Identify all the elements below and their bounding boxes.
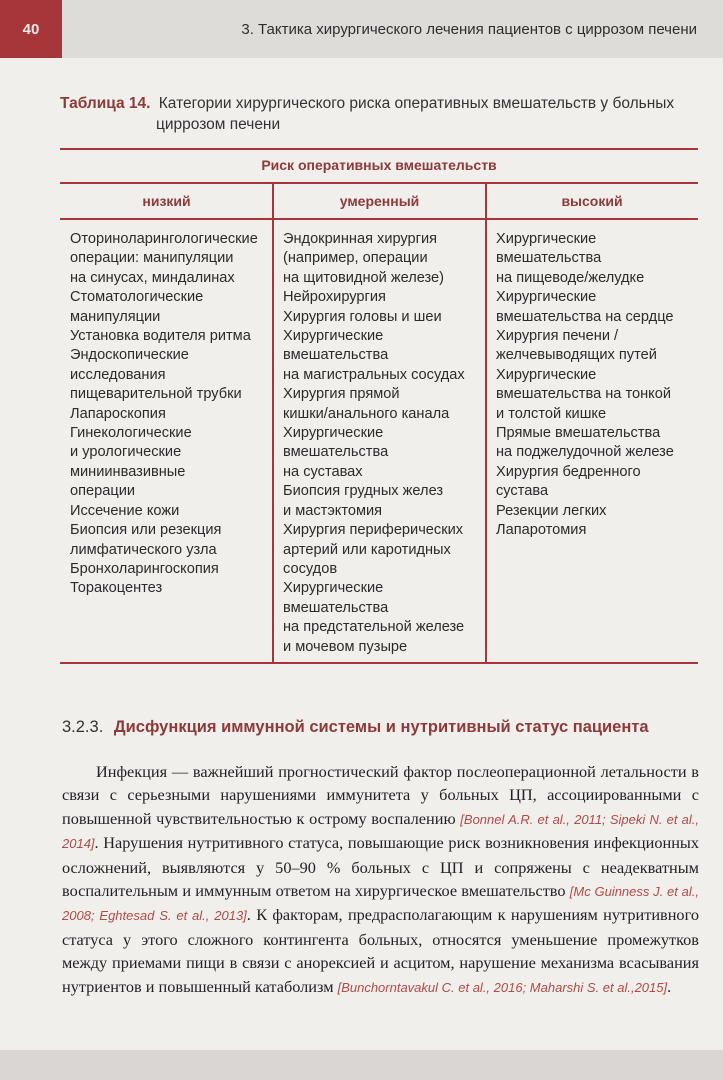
table-caption-line1: Категории хирургического риска оперативных вмешательств у больных xyxy=(158,95,675,112)
table-cell-line: Эндоскопические xyxy=(70,347,189,364)
running-head: 3. Тактика хирургического лечения пациентов с циррозом печени xyxy=(241,21,697,38)
section-heading xyxy=(62,718,649,737)
table-cell-line: пищеварительной трубки xyxy=(70,386,242,403)
table-caption xyxy=(60,93,700,135)
table-cell-line: Эндокринная хирургия xyxy=(283,231,438,247)
section-title: Дисфункция иммунной системы и нутритивный статус пациента xyxy=(113,718,649,736)
table-cell-line: кишки/анального канала xyxy=(283,405,450,422)
column-header-high: высокий xyxy=(561,193,623,209)
table-cell-line: вмешательства на сердце xyxy=(496,308,674,325)
table-cell-line: Хирургия прямой xyxy=(283,386,400,403)
table-cell-line: артерий или каротидных xyxy=(283,541,451,558)
table-cell-line: Хирургические xyxy=(283,425,384,442)
column-header-moderate: умеренный xyxy=(339,193,420,209)
table-cell-line: Хирургия печени / xyxy=(496,328,619,345)
table-cell-line: Нейрохирургия xyxy=(283,289,386,306)
table-cell-line: и мочевом пузыре xyxy=(283,638,408,655)
table-cell-line: на предстательной железе xyxy=(283,619,465,636)
table-cell-line: лимфатического узла xyxy=(70,541,217,558)
paragraph-text: Инфекция — важнейший прогностический фактор послеоперационной летальности в связи с серьезными нарушениями иммунитета у больных ЦП, ассоциированными с повышенной чувствительностью к острому воспалению xyxy=(62,762,699,828)
table-group-header: Риск оперативных вмешательств xyxy=(261,157,497,173)
table-cell-line: Хирургия бедренного xyxy=(496,463,641,480)
column-divider-1 xyxy=(272,184,274,664)
table-cell-line: на поджелудочной железе xyxy=(496,444,674,461)
table-cell-line: Хирургические xyxy=(283,580,384,597)
table-cell-line: и толстой кишке xyxy=(496,405,607,422)
table-cell-line: Бронхоларингоскопия xyxy=(70,560,219,577)
column-header-low: низкий xyxy=(142,193,191,209)
page-header xyxy=(0,0,723,58)
table-cell-line: вмешательства на тонкой xyxy=(496,386,671,403)
table-cell-line: операции: манипуляции xyxy=(70,250,234,267)
page-number: 40 xyxy=(0,0,62,58)
table-caption-label: Таблица 14. xyxy=(60,95,151,112)
citation: [Bunchorntavakul C. et al., 2016; Maharshi S. et al.,2015] xyxy=(337,979,668,995)
table-cell-line: Хирургические xyxy=(496,289,597,306)
table-cell-line: исследования xyxy=(70,366,166,383)
table-cell-line: Резекции легких xyxy=(496,502,607,519)
table-cell-line: и урологические xyxy=(70,444,182,461)
table-cell-line: операции xyxy=(70,483,136,500)
table-cell-line: вмешательства xyxy=(283,444,389,461)
table-cell-line: Хирургические xyxy=(496,231,597,247)
table-cell-line: вмешательства xyxy=(283,599,389,616)
table-cell-line: и мастэктомия xyxy=(283,502,383,519)
table-cell-line: миниинвазивные xyxy=(70,463,186,480)
table-cell-line: Торакоцентез xyxy=(70,580,163,597)
table-cell-line: на суставах xyxy=(283,463,363,480)
table-caption-line2: циррозом печени xyxy=(156,116,281,133)
paragraph-text: . xyxy=(667,976,672,996)
table-cell-line: на магистральных сосудах xyxy=(283,366,465,383)
table-cell-line: вмешательства xyxy=(496,250,602,267)
table-cell-line: Прямые вмешательства xyxy=(496,425,661,442)
paragraph-text: . Нарушения нутритивного статуса, повышающие риск возникновения инфекционных осложнений, выявляются у 50–90 % больных с ЦП и сопряжены с неадекватным воспалительным и иммунным ответом на хирургическое вмешательство xyxy=(62,833,699,901)
paragraph-text: . К факторам, предрасполагающим к нарушениям нутритивного статуса у этого сложного контингента больных, относятся уменьшение промежутков между приемами пищи в связи с анорексией и асцитом, нарушение механизма всасывания нутриентов и повышенный катаболизм xyxy=(62,905,699,996)
table-cell-line: (например, операции xyxy=(283,250,428,267)
table-cell-line: Хирургия периферических xyxy=(283,522,464,539)
table-cell-line: на пищеводе/желудке xyxy=(496,269,645,286)
table-cell-line: на синусах, миндалинах xyxy=(70,269,235,286)
table-cell-line: Хирургические xyxy=(283,328,384,345)
table-cell-line: сосудов xyxy=(283,560,338,577)
column-moderate-cell xyxy=(283,230,483,657)
table-cell-line: манипуляции xyxy=(70,308,161,325)
table-cell-line: сустава xyxy=(496,483,549,500)
table-cell-line: Гинекологические xyxy=(70,425,192,442)
citation: [Mc Guinness J. et al., 2008; Eghtesad S. et al., 2013] xyxy=(62,884,699,924)
column-header-rule xyxy=(60,218,698,220)
table-cell-line: желчевыводящих путей xyxy=(496,347,657,364)
group-header-rule xyxy=(60,182,698,184)
citation: [Bonnel A.R. et al., 2011; Sipeki N. et al., 2014] xyxy=(62,811,699,852)
table-cell-line: Лапаротомия xyxy=(496,522,587,539)
section-number: 3.2.3. xyxy=(62,718,104,736)
table-cell-line: Иссечение кожи xyxy=(70,502,180,519)
table-cell-line: Стоматологические xyxy=(70,289,204,306)
table-cell-line: Установка водителя ритма xyxy=(70,328,251,345)
table-cell-line: Хирургия головы и шеи xyxy=(283,308,442,325)
table-cell-line: Лапароскопия xyxy=(70,405,166,422)
table-bottom-rule xyxy=(60,662,698,664)
table-top-rule xyxy=(60,148,698,150)
table-cell-line: Биопсия или резекция xyxy=(70,522,222,539)
body-paragraph xyxy=(62,760,699,999)
column-divider-2 xyxy=(485,184,487,664)
table-cell-line: на щитовидной железе) xyxy=(283,269,445,286)
column-low-cell xyxy=(70,230,270,599)
table-cell-line: Оториноларингологические xyxy=(70,231,258,247)
column-high-cell xyxy=(496,230,696,541)
table-cell-line: Биопсия грудных желез xyxy=(283,483,444,500)
table-cell-line: вмешательства xyxy=(283,347,389,364)
table-cell-line: Хирургические xyxy=(496,366,597,383)
